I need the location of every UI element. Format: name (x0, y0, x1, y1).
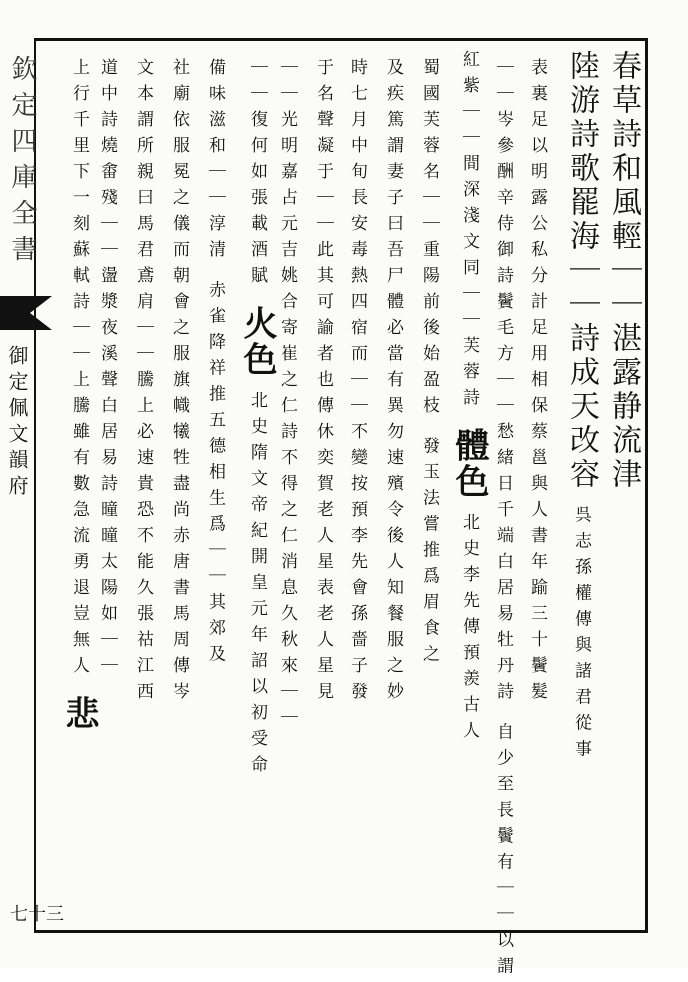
column-text: 紅紫｜｜間深淺文同｜｜芙蓉詩 (459, 50, 479, 414)
column-text: 上行千里下一刻蘇軾詩｜｜上騰雖有數急流勇退豈無人 (69, 58, 89, 682)
text-column-9 (314, 58, 331, 708)
column-text: ｜｜光明嘉占元吉姚合寄崔之仁詩不得之仁消息久秋來｜｜ (277, 58, 297, 734)
side-title: 御定佩文韻府 (5, 345, 29, 501)
text-column-8 (348, 58, 365, 708)
text-column-11 (237, 58, 277, 782)
column-text: 社廟依服冕之儀而朝會之服旗幟犧牲盡尚赤唐書馬周傳岑 (169, 58, 189, 708)
column-heading: 火色 (237, 305, 277, 378)
text-column-6 (420, 58, 437, 670)
text-column-15 (98, 58, 115, 682)
column-note: 北史李先傳預羨古人 (459, 513, 479, 748)
column-text: 及疾篤謂妻子曰吾尸體必當有異勿速殯令後人知餐服之妙 (383, 58, 403, 708)
column-text: 春草詩和風輕｜｜湛露静流津 (606, 50, 641, 492)
column-note: 發玉法嘗推爲眉食之 (419, 436, 439, 671)
column-note: 自少至長鬢有｜｜以謂 (493, 722, 513, 982)
column-text: 備味滋和｜｜淳清 (205, 58, 225, 266)
column-note: 赤雀降祥推五德相生爲｜｜其郊及 (205, 280, 225, 671)
text-column-2 (564, 50, 599, 766)
text-column-14 (134, 58, 151, 708)
text-column-16 (59, 58, 99, 732)
text-column-5 (449, 50, 489, 748)
column-heading: 體色 (449, 427, 489, 500)
frame-right-line (645, 38, 648, 933)
column-note: 呉志孫權傳與諸君從事 (571, 505, 591, 766)
text-column-7 (384, 58, 401, 708)
text-column-10 (278, 58, 295, 734)
column-text: 時七月中旬長安毒熱四宿而｜｜不變按預李先會孫嗇子發 (347, 58, 367, 708)
column-text: 表裏足以明露公私分計足用相保蔡邕與人書年踰三十鬢髮 (527, 58, 547, 708)
text-column-1 (606, 50, 641, 492)
frame-top-line (36, 38, 646, 41)
text-column-13 (170, 58, 187, 708)
column-text: 文本謂所親曰馬君鳶肩｜｜騰上必速貴恐不能久張祜江西 (133, 58, 153, 708)
column-text: 陸游詩歌罷海｜｜詩成天改容 (564, 50, 599, 492)
fishtail-mark-icon (0, 296, 52, 330)
header-text: 欽定四庫全書 (7, 55, 37, 271)
column-text: ｜｜岑參酬辛侍御詩鬢毛方｜｜愁緒日千端白居易牡丹詩 (493, 58, 513, 708)
page-number: 七十三 (10, 904, 64, 925)
column-note: 北史隋文帝紀開皇元年詔以初受命 (247, 391, 267, 782)
column-text: 蜀國芙蓉名｜｜重陽前後始盈枝 (419, 58, 439, 422)
text-column-4 (494, 58, 511, 982)
text-column-12 (206, 58, 223, 670)
column-heading: 悲 (59, 695, 99, 732)
text-column-3 (528, 58, 545, 708)
column-text: 道中詩燒畬殘｜｜盪漿夜溪聲白居易詩曈曈太陽如｜｜ (97, 58, 117, 682)
column-text: 于名聲凝于｜｜此其可諭者也傳休奕賀老人星表老人星見 (313, 58, 333, 708)
frame-bottom-line (36, 930, 646, 933)
column-text: ｜｜復何如張載酒賦 (247, 58, 267, 292)
